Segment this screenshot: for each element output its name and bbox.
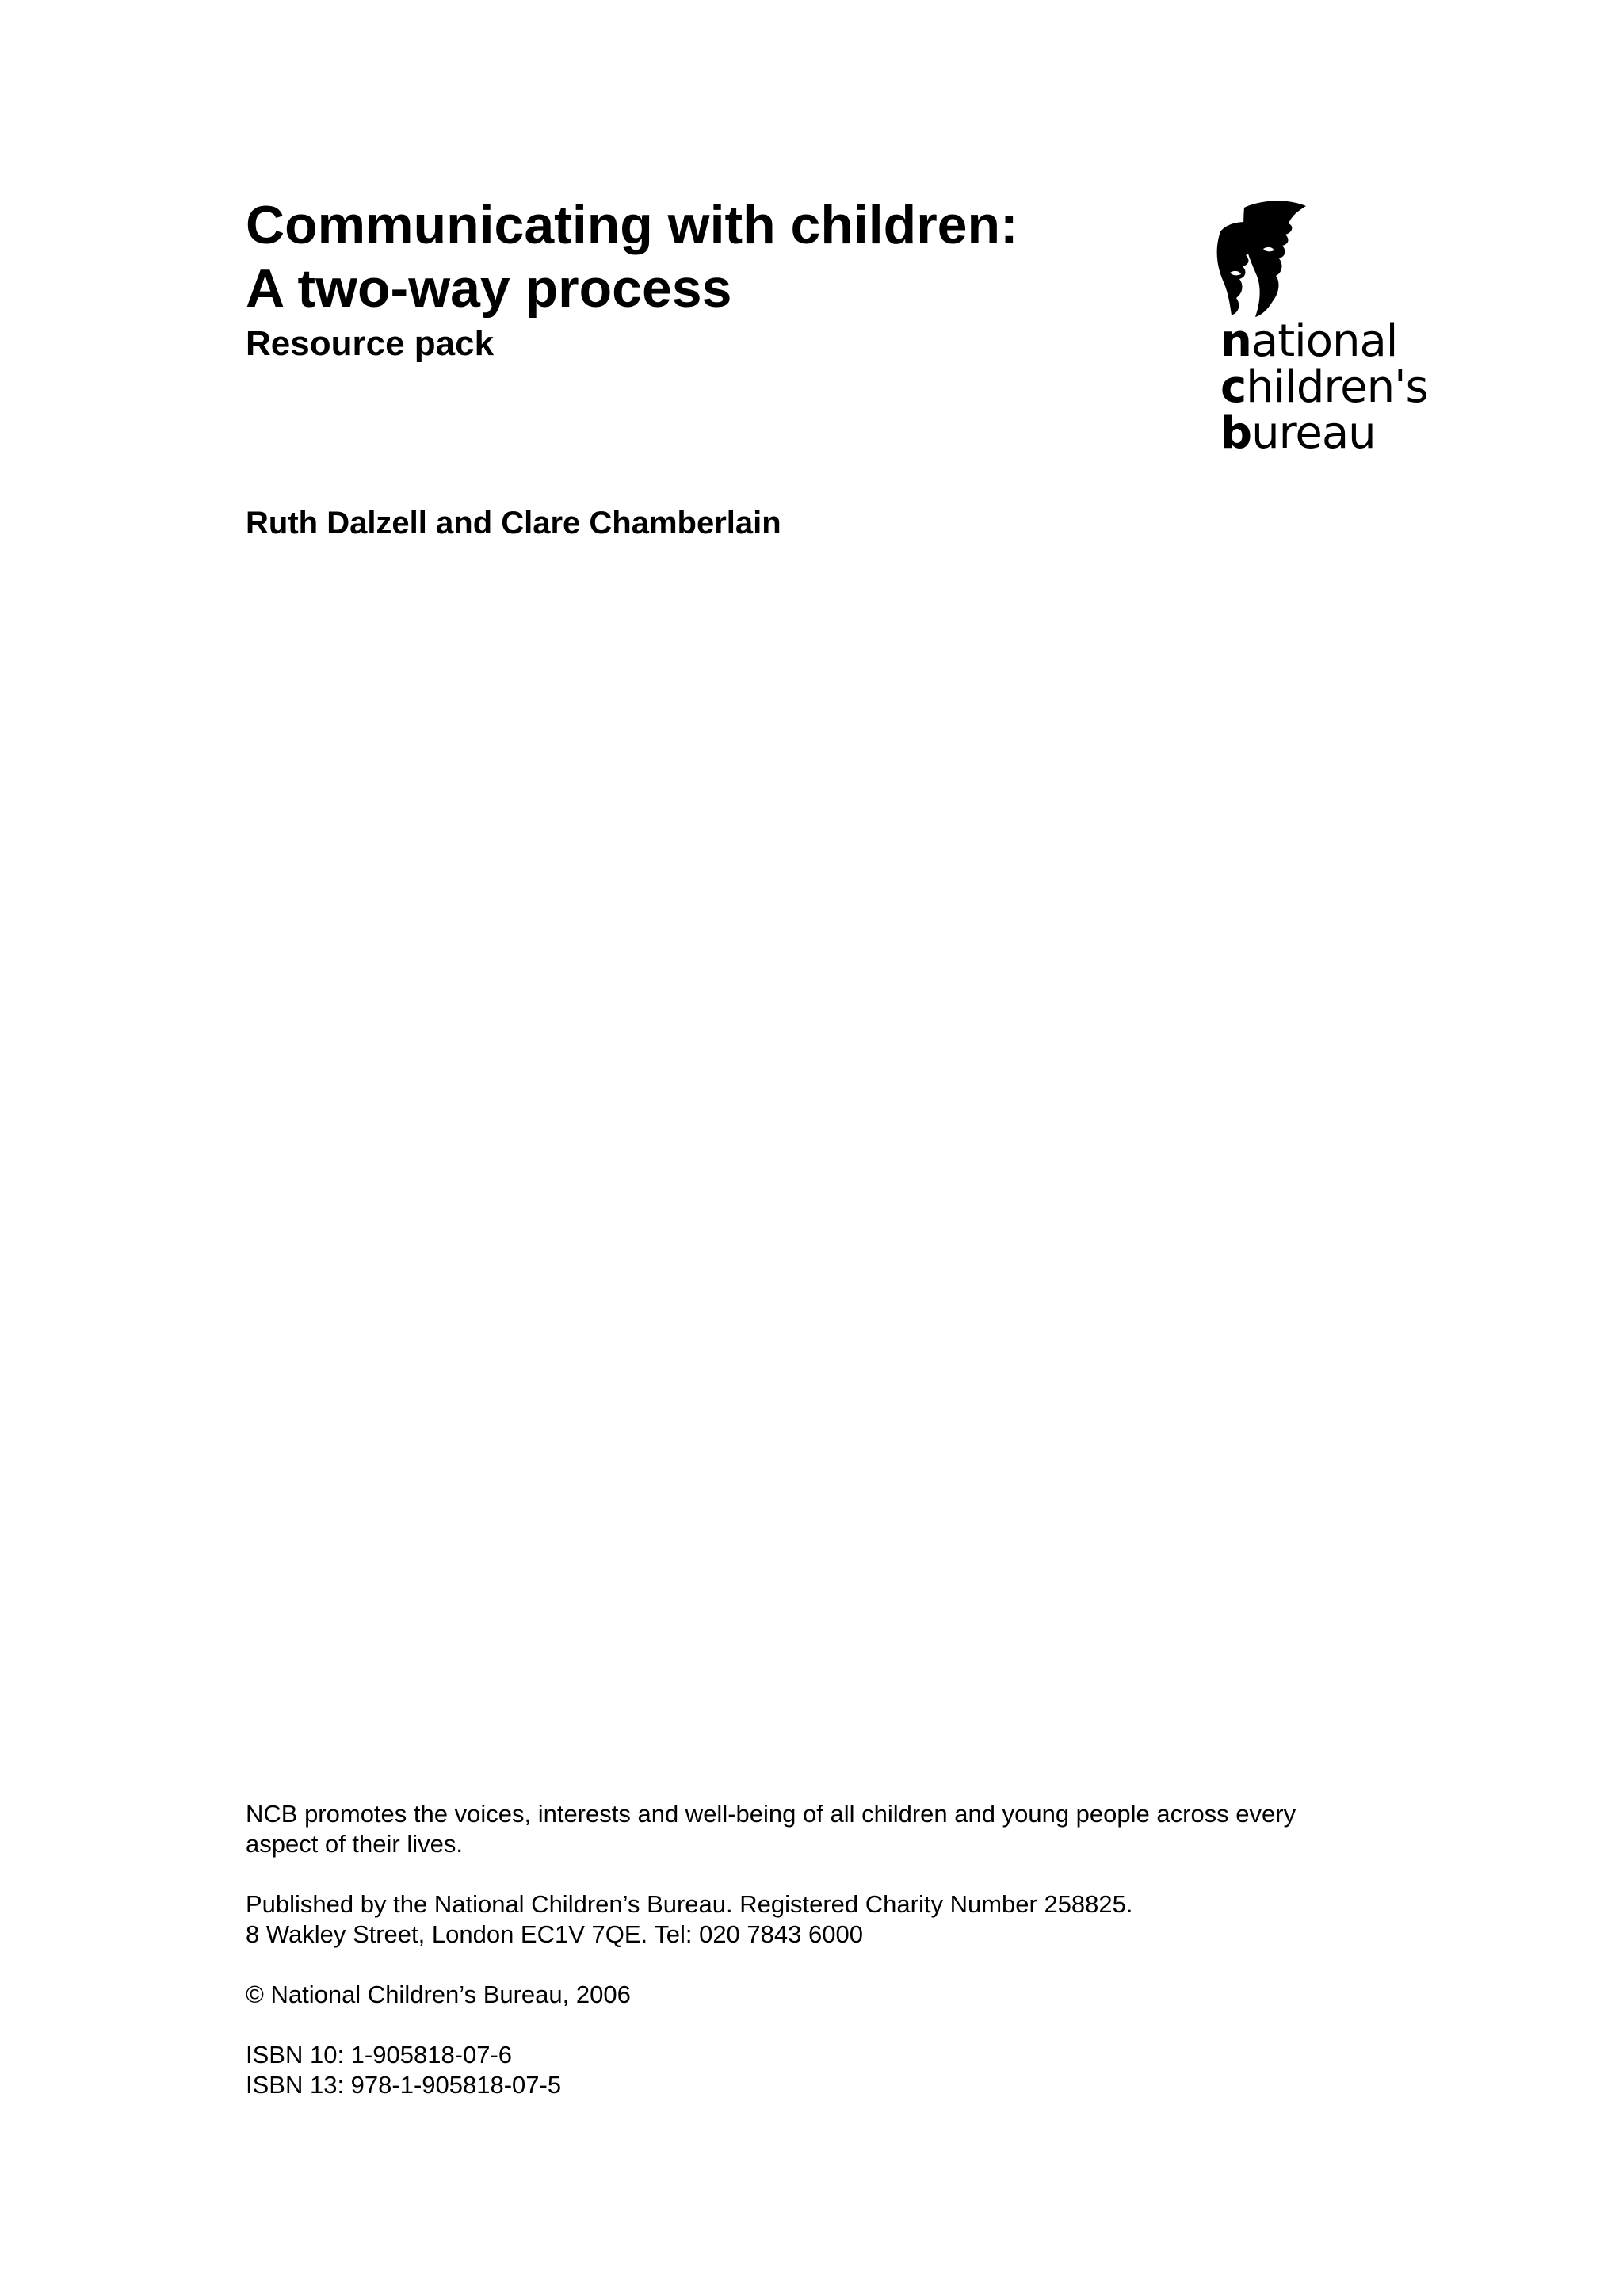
document-title [246,193,1018,320]
mission-line-1: NCB promotes the voices, interests and well-being of all children and young people across every [246,1800,1296,1828]
silhouette-faces-icon [1212,200,1316,319]
logo-rest-national: ational [1251,315,1398,367]
title-line-1: Communicating with children: [246,195,1018,255]
document-authors: Ruth Dalzell and Clare Chamberlain [246,506,781,541]
title-line-2: A two-way process [246,258,732,319]
logo-line-bureau [1220,407,1428,459]
mission-statement [246,1799,1403,1859]
document-subtitle: Resource pack [246,324,495,363]
logo-line-national [1220,315,1428,367]
logo-rest-childrens: hildren's [1246,361,1428,413]
logo-rest-bureau: ureau [1251,407,1376,459]
publisher-info [246,1889,1403,1950]
logo-initial-b: b [1220,407,1252,459]
isbn-block [246,2040,1403,2100]
copyright-notice: © National Children’s Bureau, 2006 [246,1981,631,2008]
publisher-line-2: 8 Wakley Street, London EC1V 7QE. Tel: 020 7843 6000 [246,1920,863,1948]
isbn-10: ISBN 10: 1-905818-07-6 [246,2041,513,2069]
logo-line-childrens [1220,361,1428,413]
logo-initial-n: n [1220,315,1251,367]
mission-line-2: aspect of their lives. [246,1830,463,1858]
ncb-logo [1212,200,1428,461]
logo-wordmark [1220,315,1428,459]
isbn-13: ISBN 13: 978-1-905818-07-5 [246,2071,562,2099]
logo-initial-c: c [1220,361,1247,413]
publisher-line-1: Published by the National Children’s Bureau. Registered Charity Number 258825. [246,1890,1133,1918]
imprint-footer [246,1799,1403,2100]
